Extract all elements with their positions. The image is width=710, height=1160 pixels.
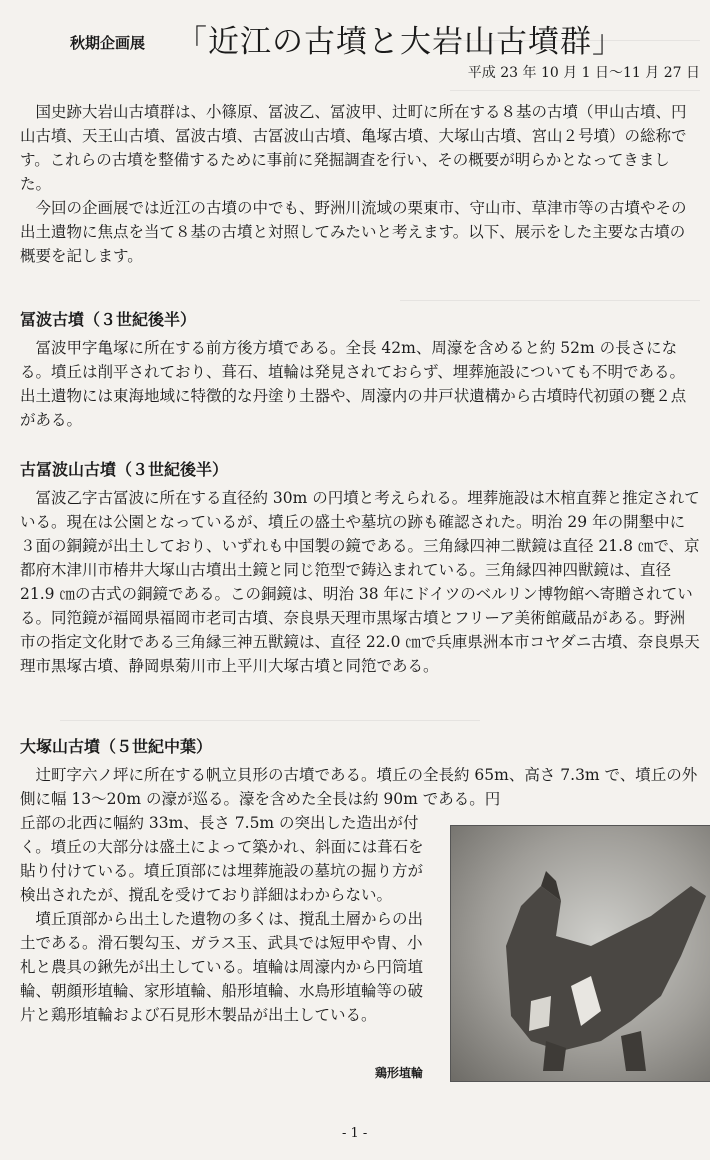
intro bbox=[20, 100, 700, 268]
page-title: 「近江の古墳と大岩山古墳群」 bbox=[176, 24, 624, 60]
page-number: - 1 - bbox=[342, 1126, 368, 1141]
haniwa-photo bbox=[450, 825, 710, 1082]
rooster-haniwa-figure bbox=[451, 826, 710, 1081]
exhibition-date: 平成 23 年 10 月 1 日〜11 月 27 日 bbox=[467, 65, 700, 81]
series-label: 秋期企画展 bbox=[70, 34, 146, 52]
header bbox=[20, 8, 700, 60]
section-heading: 冨波古墳（３世紀後半） bbox=[20, 310, 197, 329]
section-body-continued: 丘部の北西に幅約 33m、長さ 7.5m の突出した造出が付く。墳丘の大部分は盛土によって築かれ、斜面には葺石を貼り付けている。墳丘頂部には埋葬施設の墓坑の掘り方が検出されたが、撹乱を受けており詳細はわからない。 bbox=[20, 814, 424, 904]
section-body-second: 墳丘頂部から出土した遺物の多くは、撹乱土層からの出土である。滑石製勾玉、ガラス玉、武具では短甲や冑、小札と農具の鍬先が出土している。埴輪は周濠内から円筒埴輪、朝顔形埴輪、家形埴輪、船形埴輪、水鳥形埴輪等の破片と鶏形埴輪および石見形木製品が出土している。 bbox=[20, 910, 424, 1024]
section-body: 冨波甲字亀塚に所在する前方後方墳である。全長 42m、周濠を含めると約 52m の長さになる。墳丘は削平されており、葺石、埴輪は発見されておらず、埋葬施設についても不明である。出土遺物には東海地域に特徴的な丹塗り土器や、周濠内の井戸状遺構から古墳時代初頭の甕２点がある。 bbox=[20, 339, 687, 429]
section-kofubayama-kofun bbox=[20, 458, 700, 678]
section-tomba-kofun bbox=[20, 308, 700, 432]
section-heading: 大塚山古墳（５世紀中葉） bbox=[20, 737, 213, 756]
document-page bbox=[20, 0, 700, 1160]
section-heading: 古冨波山古墳（３世紀後半） bbox=[20, 460, 229, 479]
photo-caption: 鶏形埴輪 bbox=[375, 1066, 424, 1080]
intro-paragraph: 国史跡大岩山古墳群は、小篠原、冨波乙、冨波甲、辻町に所在する８基の古墳（甲山古墳、円山古墳、天王山古墳、冨波古墳、古冨波山古墳、亀塚古墳、大塚山古墳、宮山２号墳）の総称です。これらの古墳を整備するために事前に発掘調査を行い、その概要が明らかとなってきました。 bbox=[20, 103, 687, 193]
section-body: 冨波乙字古冨波に所在する直径約 30m の円墳と考えられる。埋葬施設は木棺直葬と推定されている。現在は公園となっているが、墳丘の盛土や墓坑の跡も確認された。明治 29 年の開墾中に３面の銅鏡が出土しており、いずれも中国製の鏡である。三角縁四神二獣鏡は直径 21.8 ㎝で、京都府木津川市椿井大塚山古墳出土鏡と同じ笵型で鋳込まれている。三角縁四神四獣鏡は、直径 21.9 ㎝の古式の銅鏡である。この銅鏡は、明治 38 年にドイツのベルリン博物館へ寄贈されている。同笵鏡が福岡県福岡市老司古墳、奈良県天理市黒塚古墳とフリーア美術館蔵品がある。野洲市の指定文化財である三角縁三神五獣鏡は、直径 22.0 ㎝で兵庫県洲本市コヤダニ古墳、奈良県天理市黒塚古墳、静岡県菊川市上平川大塚古墳と同笵である。 bbox=[20, 489, 700, 675]
intro-paragraph: 今回の企画展では近江の古墳の中でも、野洲川流域の栗東市、守山市、草津市等の古墳やその出土遺物に焦点を当て８基の古墳と対照してみたいと考えます。以下、展示をした主要な古墳の概要を記します。 bbox=[20, 199, 687, 265]
section-body: 辻町字六ノ坪に所在する帆立貝形の古墳である。墳丘の全長約 65m、高さ 7.3m で、墳丘の外側に幅 13〜20m の濠が巡る。濠を含めた全長は約 90m である。円 bbox=[20, 766, 698, 808]
